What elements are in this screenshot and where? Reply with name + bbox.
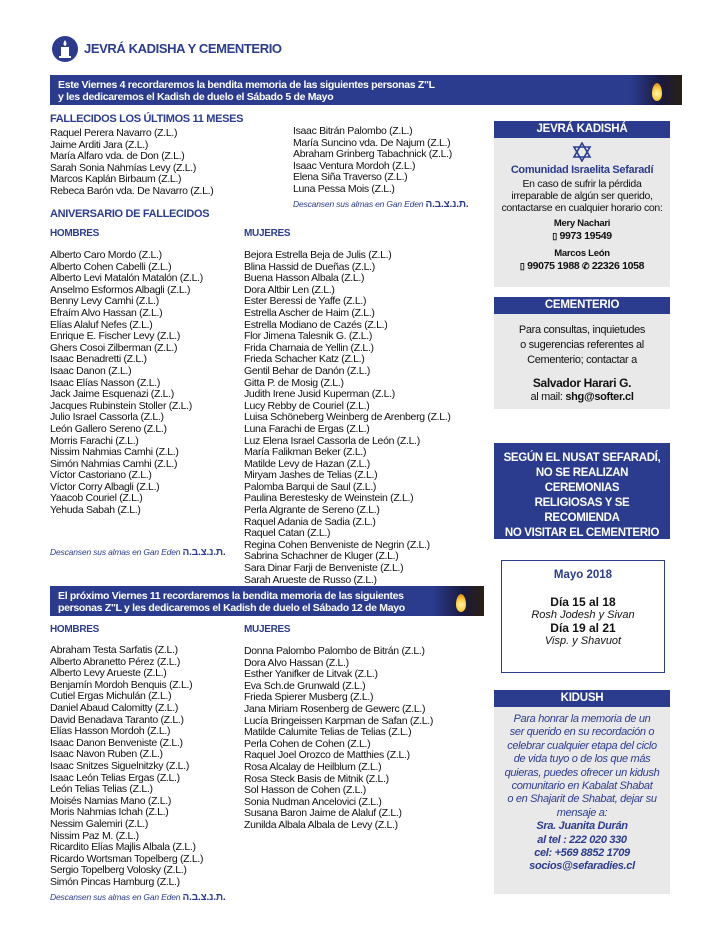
list-item: Lucía Bringeissen Karpman de Safan (Z.L.)	[244, 714, 434, 727]
kidush-text: Para honrar la memoria de un ser querido en su recordación o celebrar cualquier etapa del ciclo de vida tuyo o de los que más quieras, puedes ofrecer un kidush comunitario en Kabalat Shabat o en Shajarit de Shabat, dejar su mensaje a: Sra. Juanita Durán al tel : 222 020 330 cel: +569 8852 1709 socios@sefaradies.cl	[494, 713, 670, 874]
list-item: Elías Hasson Mordoh (Z.L.)	[50, 725, 171, 738]
list-item: Nissim Paz M. (Z.L.)	[50, 829, 139, 842]
list-item: Isaac Bitrán Palombo (Z.L.)	[293, 125, 413, 137]
list-item: Bejora Estrella Beja de Julis (Z.L.)	[244, 249, 392, 261]
jevra-org: Comunidad Israelita Sefaradí	[510, 164, 654, 176]
phone-icon: ✆	[582, 261, 590, 271]
mobile-phone-icon: ▯	[552, 231, 557, 241]
list-item: Elías Alaluf Nefes (Z.L.)	[50, 318, 153, 331]
star-of-david-icon	[494, 142, 670, 162]
contact-1-name: Mery Nachari	[553, 218, 611, 229]
list-item: Raquel Adania de Sadia (Z.L.)	[244, 515, 376, 528]
dates-box	[501, 560, 665, 673]
list-item: Abraham Grinberg Tabachnick (Z.L.)	[293, 148, 452, 161]
kidush-contact-name: Sra. Juanita Durán	[536, 820, 628, 833]
list-item: Ricardo Wortsman Topelberg (Z.L.)	[50, 852, 204, 865]
list-item: Luna Farachi de Ergas (Z.L.)	[244, 422, 370, 435]
proximo-hombres-list	[50, 645, 203, 888]
cementerio-heading: CEMENTERIO	[494, 297, 670, 314]
date-range-2-desc: Visp. y Shavuot	[544, 635, 622, 647]
hombres-label-2: HOMBRES	[50, 624, 100, 635]
list-item: Estrella Modiano de Cazés (Z.L.)	[244, 318, 388, 331]
list-item: Raquel Joel Orozco de Matthies (Z.L.)	[244, 749, 410, 762]
list-item: Rosa Alcalay de Heilblum (Z.L.)	[244, 760, 382, 773]
list-item: Blina Hassid de Dueñas (Z.L.)	[244, 260, 375, 273]
list-item: María Falikman Beker (Z.L.)	[244, 446, 367, 459]
list-item: Raquel Catan (Z.L.)	[244, 527, 331, 540]
list-item: Luna Pessa Mois (Z.L.)	[293, 182, 395, 195]
fallecidos-list-2	[293, 126, 452, 196]
list-item: David Benadava Taranto (Z.L.)	[50, 713, 184, 726]
list-item: Isaac Benadretti (Z.L.)	[50, 353, 147, 366]
list-item: Palomba Barqui de Saul (Z.L.)	[244, 480, 377, 493]
list-item: Cutiel Ergas Michulán (Z.L.)	[50, 690, 172, 703]
list-item: Luisa Schöneberg Weinberg de Arenberg (Z.L.)	[244, 411, 451, 424]
cementerio-box	[494, 297, 670, 409]
kidush-tel: al tel : 222 020 330	[537, 833, 627, 846]
list-item: Nessim Galemiri (Z.L.)	[50, 817, 149, 830]
list-item: Simón Nahmias Camhi (Z.L.)	[50, 457, 178, 470]
list-item: Víctor Castoriano (Z.L.)	[50, 469, 152, 482]
mujeres-label-1: MUJERES	[244, 228, 291, 239]
list-item: Yehuda Sabah (Z.L.)	[50, 504, 141, 517]
jevra-kadisha-box	[494, 121, 670, 287]
list-item: Sol Hasson de Cohen (Z.L.)	[244, 784, 366, 797]
dates-month: Mayo 2018	[553, 569, 613, 581]
banner2-line-1: El próximo Viernes 11 recordaremos la bendita memoria de las siguientes	[58, 590, 404, 602]
list-item: Sabrina Schachner de Kluger (Z.L.)	[244, 550, 399, 563]
list-item: Dora Alvo Hassan (Z.L.)	[244, 656, 349, 669]
list-item: Enrique E. Fischer Levy (Z.L.)	[50, 330, 181, 343]
list-item: Luz Elena Israel Cassorla de León (Z.L.)	[244, 434, 420, 447]
list-item: Ricardito Elías Majlis Albala (Z.L.)	[50, 841, 196, 854]
date-range-1-desc: Rosh Jodesh y Sivan	[531, 609, 635, 621]
list-item: Sergio Topelberg Volosky (Z.L.)	[50, 864, 187, 877]
banner-line-1: Este Viernes 4 recordaremos la bendita memoria de las siguientes personas Z"L	[58, 79, 435, 91]
list-item: Ghers Cosoi Zilberman (Z.L.)	[50, 341, 178, 354]
list-item: Eva Sch.de Grunwald (Z.L.)	[244, 679, 366, 692]
list-item: Donna Palombo Palombo de Bitrán (Z.L.)	[244, 645, 425, 657]
list-item: Judith Irene Jusid Kuperman (Z.L.)	[244, 388, 395, 401]
list-item: Gitta P. de Mosig (Z.L.)	[244, 376, 344, 389]
list-item: Jack Jaime Esquenazi (Z.L.)	[50, 388, 174, 401]
jevra-kadisha-heading: JEVRÁ KADISHÁ	[494, 121, 670, 138]
list-item: Frieda Schacher Katz (Z.L.)	[244, 353, 365, 366]
contact-1-phone: 9973 19549	[559, 230, 612, 242]
banner-week-1	[50, 75, 682, 105]
list-item: Jaime Arditi Jara (Z.L.)	[50, 138, 149, 151]
list-item: Daniel Abaud Calomitty (Z.L.)	[50, 701, 179, 714]
section-title: JEVRÁ KADISHA Y CEMENTERIO	[84, 41, 282, 56]
list-item: Alberto Abranetto Pérez (Z.L.)	[50, 655, 181, 668]
list-item: Sarah Sonia Nahmías Levy (Z.L.)	[50, 161, 197, 174]
list-item: Esther Yanifker de Litvak (Z.L.)	[244, 668, 378, 681]
list-item: Buena Hasson Albala (Z.L.)	[244, 272, 365, 285]
jevra-text-1: En caso de sufrir la pérdida	[522, 178, 642, 190]
banner-line-2: y les dedicaremos el Kadish de duelo el Sábado 5 de Mayo	[58, 91, 334, 103]
list-item: Flor Jimena Talesnik G. (Z.L.)	[244, 330, 373, 343]
cementerio-text-3: Cementerio; contactar a	[527, 354, 637, 366]
banner-week-2	[50, 586, 484, 616]
list-item: Estrella Ascher de Haim (Z.L.)	[244, 306, 375, 319]
cementerio-mail-row: al mail: shg@softer.cl	[530, 391, 634, 403]
fallecidos-list-1	[50, 128, 213, 198]
list-item: Moris Nahmias Ichah (Z.L.)	[50, 806, 169, 819]
mobile-phone-icon: ▯	[519, 261, 525, 271]
list-item: Abraham Testa Sarfatis (Z.L.)	[50, 644, 178, 656]
cementerio-contact-name: Salvador Harari G.	[532, 376, 632, 390]
kidush-box	[494, 690, 670, 894]
date-range-2: Día 19 al 21	[550, 621, 616, 635]
candle-image	[630, 75, 682, 105]
contact-2-phone-2: 22326 1058	[591, 260, 645, 272]
list-item: Isaac Danon (Z.L.)	[50, 364, 132, 377]
list-item: Marcos Kaplán Birbaum (Z.L.)	[50, 173, 182, 186]
kidush-cel: cel: +569 8852 1709	[534, 847, 630, 860]
list-item: Isaac Navon Ruben (Z.L.)	[50, 748, 163, 761]
list-item: María Alfaro vda. de Don (Z.L.)	[50, 150, 185, 163]
list-item: León Telias Telias (Z.L.)	[50, 783, 153, 796]
list-item: Víctor Corry Albagli (Z.L.)	[50, 480, 160, 493]
list-item: Gentil Behar de Danón (Z.L.)	[244, 364, 370, 377]
proximo-mujeres-list	[244, 645, 433, 831]
contact-2-phone-row	[494, 260, 670, 272]
cementerio-text-1: Para consultas, inquietudes	[518, 324, 646, 336]
list-item: Moisés Namias Mano (Z.L.)	[50, 794, 172, 807]
list-item: Perla Algrante de Sereno (Z.L.)	[244, 504, 380, 517]
list-item: Sarah Arueste de Russo (Z.L.)	[244, 573, 377, 586]
list-item: Perla Cohen de Cohen (Z.L.)	[244, 737, 371, 750]
fallecidos-note: Descansen sus almas en Gan Eden ת.נ.צ.ב.ה.	[293, 199, 469, 210]
list-item: Isaac Ventura Mordoh (Z.L.)	[293, 159, 416, 172]
jevra-text-3: contactarse en cualquier horario con:	[501, 202, 663, 214]
list-item: Alberto Levy Arueste (Z.L.)	[50, 667, 167, 680]
memorial-candle-icon	[52, 36, 78, 62]
fallecidos-heading: FALLECIDOS LOS ÚLTIMOS 11 MESES	[50, 113, 244, 125]
cementerio-mail-link[interactable]: shg@softer.cl	[565, 391, 634, 403]
contact-2-name: Marcos León	[554, 248, 610, 259]
list-item: Isaac León Telias Ergas (Z.L.)	[50, 771, 180, 784]
list-item: Rosa Steck Basis de Mitnik (Z.L.)	[244, 772, 389, 785]
list-item: Miryam Jashes de Telias (Z.L.)	[244, 469, 378, 482]
list-item: María Suncino vda. De Najum (Z.L.)	[293, 136, 451, 149]
list-item: Matilde Levy de Hazan (Z.L.)	[244, 457, 370, 470]
list-item: Alberto Caro Mordo (Z.L.)	[50, 249, 162, 261]
list-item: Frieda Spierer Musberg (Z.L.)	[244, 691, 374, 704]
list-item: Isaac Snitzes Siguelnitzky (Z.L.)	[50, 759, 189, 772]
list-item: Jacques Rubinstein Stoller (Z.L.)	[50, 399, 192, 412]
list-item: Anselmo Esformos Albagli (Z.L.)	[50, 283, 191, 296]
list-item: Efraím Alvo Hassan (Z.L.)	[50, 306, 163, 319]
mujeres-label-2: MUJERES	[244, 624, 291, 635]
list-item: Yaacob Couriel (Z.L.)	[50, 492, 143, 505]
list-item: Alberto Levi Matalón Matalón (Z.L.)	[50, 272, 203, 285]
kidush-mail-link[interactable]: socios@sefaradies.cl	[529, 860, 635, 873]
kidush-heading: KIDUSH	[494, 690, 670, 707]
list-item: Sonia Nudman Ancelovici (Z.L.)	[244, 795, 382, 808]
jevra-text-2: irreparable de algún ser querido,	[511, 190, 653, 202]
list-item: Isaac Elías Nasson (Z.L.)	[50, 376, 160, 389]
list-item: León Gallero Sereno (Z.L.)	[50, 422, 167, 435]
list-item: Rebeca Barón vda. De Navarro (Z.L.)	[50, 184, 214, 197]
aniversario-mujeres-list	[244, 250, 451, 586]
list-item: Raquel Perera Navarro (Z.L.)	[50, 127, 178, 139]
list-item: Elena Siña Traverso (Z.L.)	[293, 171, 408, 184]
list-item: Dora Altbir Len (Z.L.)	[244, 283, 335, 296]
nusat-warning-box: SEGÚN EL NUSAT SEFARADÍ, NO SE REALIZAN CEREMONIAS RELIGIOSAS Y SE RECOMIENDA NO VISITAR EL CEMENTERIO EN	[494, 443, 670, 539]
date-range-1: Día 15 al 18	[550, 595, 616, 609]
cementerio-text-2: o sugerencias referentes al	[520, 339, 644, 351]
aniversario-heading: ANIVERSARIO DE FALLECIDOS	[50, 208, 210, 220]
list-item: Simón Pincas Hamburg (Z.L.)	[50, 875, 180, 888]
list-item: Susana Baron Jaime de Alaluf (Z.L.)	[244, 807, 402, 820]
list-item: Ester Beressi de Yaffe (Z.L.)	[244, 295, 367, 308]
list-item: Paulina Berestesky de Weinstein (Z.L.)	[244, 492, 414, 505]
list-item: Matilde Calumite Telias de Telias (Z.L.)	[244, 726, 412, 739]
hombres-label-1: HOMBRES	[50, 228, 100, 239]
candle-image-2	[432, 586, 484, 616]
aniversario-hombres-list	[50, 250, 203, 517]
list-item: Lucy Rebby de Couriel (Z.L.)	[244, 399, 370, 412]
list-item: Benjamín Mordoh Benquis (Z.L.)	[50, 678, 193, 691]
list-item: Sara Dinar Farji de Benveniste (Z.L.)	[244, 562, 404, 575]
proximo-note: Descansen sus almas en Gan Eden ת.נ.צ.ב.ה.	[50, 892, 226, 903]
list-item: Julio Israel Cassorla (Z.L.)	[50, 411, 164, 424]
list-item: Jana Miriam Rosenberg de Gewerc (Z.L.)	[244, 702, 426, 715]
list-item: Isaac Danon Benveniste (Z.L.)	[50, 736, 183, 749]
list-item: Nissim Nahmias Camhi (Z.L.)	[50, 446, 179, 459]
contact-1-phone-row	[494, 230, 670, 242]
banner2-line-2: personas Z"L y les dedicaremos el Kadish de duelo el Sábado 12 de Mayo	[58, 602, 405, 614]
list-item: Alberto Cohen Cabelli (Z.L.)	[50, 260, 172, 273]
list-item: Zunilda Albala Albala de Levy (Z.L.)	[244, 818, 398, 831]
contact-2-phone-1: 99075 1988	[527, 260, 580, 272]
aniversario-note: Descansen sus almas en Gan Eden ת.נ.צ.ב.ה.	[50, 547, 226, 558]
list-item: Benny Levy Camhi (Z.L.)	[50, 295, 159, 308]
list-item: Morris Farachi (Z.L.)	[50, 434, 139, 447]
list-item: Frida Charnaia de Yellin (Z.L.)	[244, 341, 374, 354]
list-item: Regina Cohen Benveniste de Negrin (Z.L.)	[244, 538, 430, 551]
